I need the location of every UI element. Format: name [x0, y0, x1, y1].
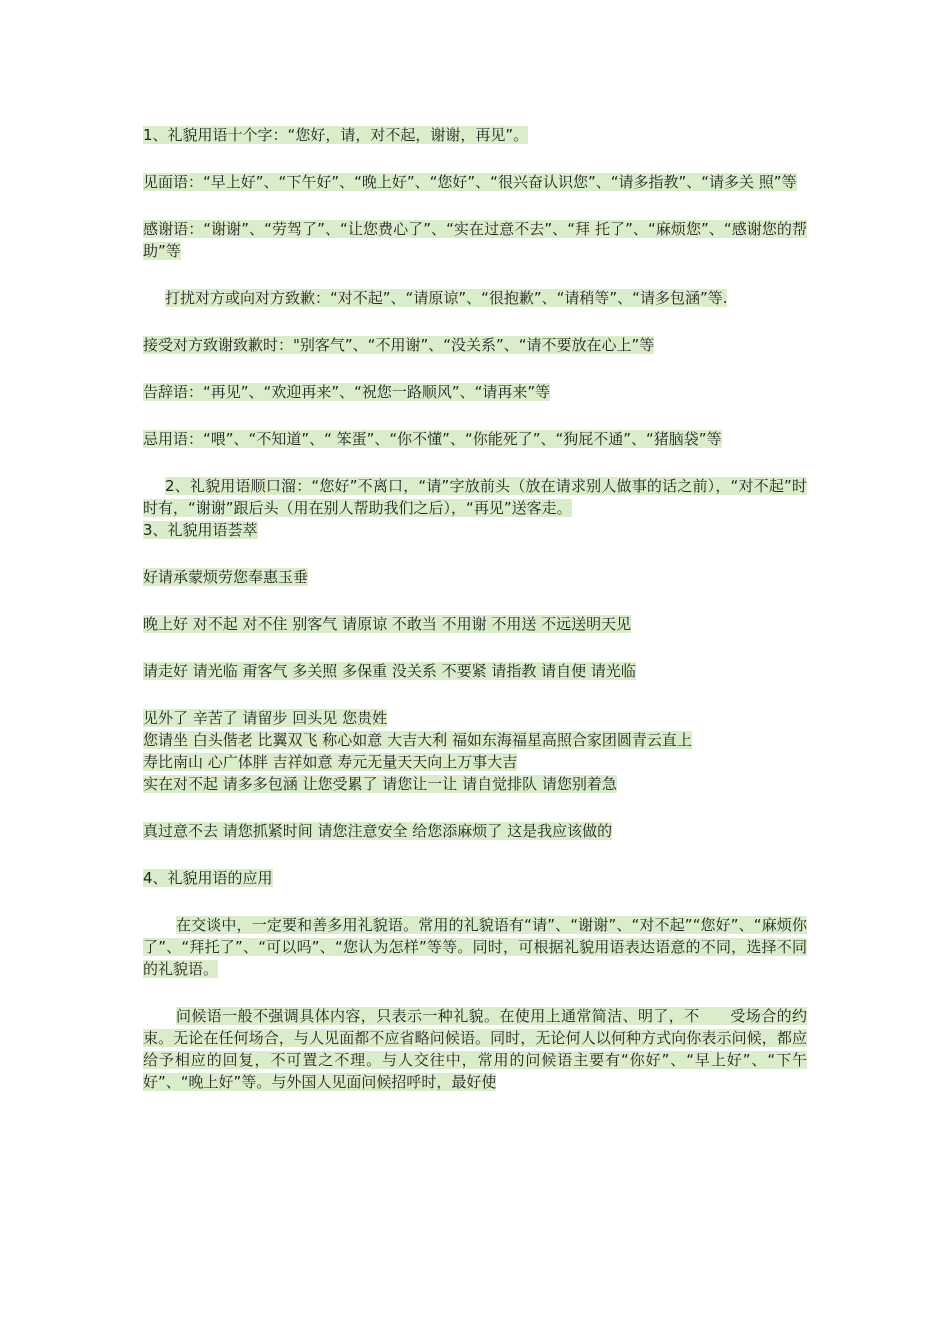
paragraph-p18 — [143, 867, 807, 889]
paragraph-p3 — [143, 218, 807, 262]
document-page — [143, 124, 807, 1118]
paragraph-p10 — [143, 566, 807, 588]
paragraph-p14 — [143, 729, 807, 751]
paragraph-p13 — [143, 707, 807, 729]
paragraph-text: 见面语：“早上好”、“下午好”、“晚上好”、“您好”、“很兴奋认识您”、“请多指教”、“请多关 照”等 — [143, 173, 797, 191]
paragraph-p2 — [143, 171, 807, 193]
paragraph-p6 — [143, 381, 807, 403]
paragraph-p16 — [143, 773, 807, 795]
paragraph-text: 晚上好 对不起 对不住 别客气 请原谅 不敢当 不用谢 不用送 不远送明天见 — [143, 615, 632, 633]
paragraph-text: 4、礼貌用语的应用 — [143, 869, 273, 887]
paragraph-text: 在交谈中，一定要和善多用礼貌语。常用的礼貌语有“请”、“谢谢”、“对不起”“您好”、“麻烦你了”、“拜托了”、“可以吗”、“您认为怎样”等等。同时，可根据礼貌用语表达语意的不同，选择不同的礼貌语。 — [143, 916, 807, 978]
paragraph-text: 打扰对方或向对方致歉：“对不起”、“请原谅”、“很抱歉”、“请稍等”、“请多包涵”等. — [165, 289, 728, 307]
paragraph-p8 — [143, 475, 807, 519]
paragraph-text: 您请坐 白头偕老 比翼双飞 称心如意 大吉大利 福如东海福星高照合家团圆青云直上 — [143, 731, 692, 749]
paragraph-p11 — [143, 613, 807, 635]
paragraph-p5 — [143, 334, 807, 356]
paragraph-text: 请走好 请光临 甭客气 多关照 多保重 没关系 不要紧 请指教 请自便 请光临 — [143, 662, 636, 680]
paragraph-p12 — [143, 660, 807, 682]
paragraph-text: 真过意不去 请您抓紧时间 请您注意安全 给您添麻烦了 这是我应该做的 — [143, 822, 613, 840]
paragraph-text: 寿比南山 心广体胖 吉祥如意 寿元无量天天向上万事大吉 — [143, 753, 518, 771]
paragraph-text: 感谢语：“谢谢”、“劳驾了”、“让您费心了”、“实在过意不去”、“拜 托了”、“麻烦您”、“感谢您的帮助”等 — [143, 220, 807, 260]
paragraph-text: 告辞语：“再见”、“欢迎再来”、“祝您一路顺风”、“请再来”等 — [143, 383, 551, 401]
paragraph-text: 接受对方致谢致歉时："别客气”、“不用谢”、“没关系”、“请不要放在心上”等 — [143, 336, 655, 354]
paragraph-p17 — [143, 820, 807, 842]
paragraph-p19 — [143, 914, 807, 980]
paragraph-p4 — [143, 287, 807, 309]
paragraph-p15 — [143, 751, 807, 773]
paragraph-text: 1、礼貌用语十个字：“您好，请，对不起，谢谢，再见”。 — [143, 126, 529, 144]
paragraph-p20 — [143, 1005, 807, 1093]
paragraph-text: 问候语一般不强调具体内容，只表示一种礼貌。在使用上通常简洁、明了，不 受场合的约束。无论在任何场合，与人见面都不应省略问候语。同时，无论何人以何种方式向你表示问候，都应给予相应的回复，不可置之不理。与人交往中，常用的问候语主要有“你好”、“早上好”、“下午好”、“晚上好”等。与外国人见面问候招呼时，最好使 — [143, 1007, 807, 1091]
paragraph-text: 3、礼貌用语荟萃 — [143, 521, 258, 539]
paragraph-text: 见外了 辛苦了 请留步 回头见 您贵姓 — [143, 709, 388, 727]
paragraph-p1 — [143, 124, 807, 146]
paragraph-text: 忌用语：“喂”、“不知道”、“ 笨蛋”、“你不懂”、“你能死了”、“狗屁不通”、“猪脑袋”等 — [143, 430, 722, 448]
paragraph-text: 2、礼貌用语顺口溜：“您好”不离口，“请”字放前头（放在请求别人做事的话之前），“对不起”时时有，“谢谢”跟后头（用在别人帮助我们之后），“再见”送客走。 — [143, 477, 807, 517]
paragraph-text: 好请承蒙烦劳您奉惠玉垂 — [143, 568, 309, 586]
paragraph-p9 — [143, 519, 807, 541]
paragraph-p7 — [143, 428, 807, 450]
paragraph-text: 实在对不起 请多多包涵 让您受累了 请您让一让 请自觉排队 请您别着急 — [143, 775, 617, 793]
